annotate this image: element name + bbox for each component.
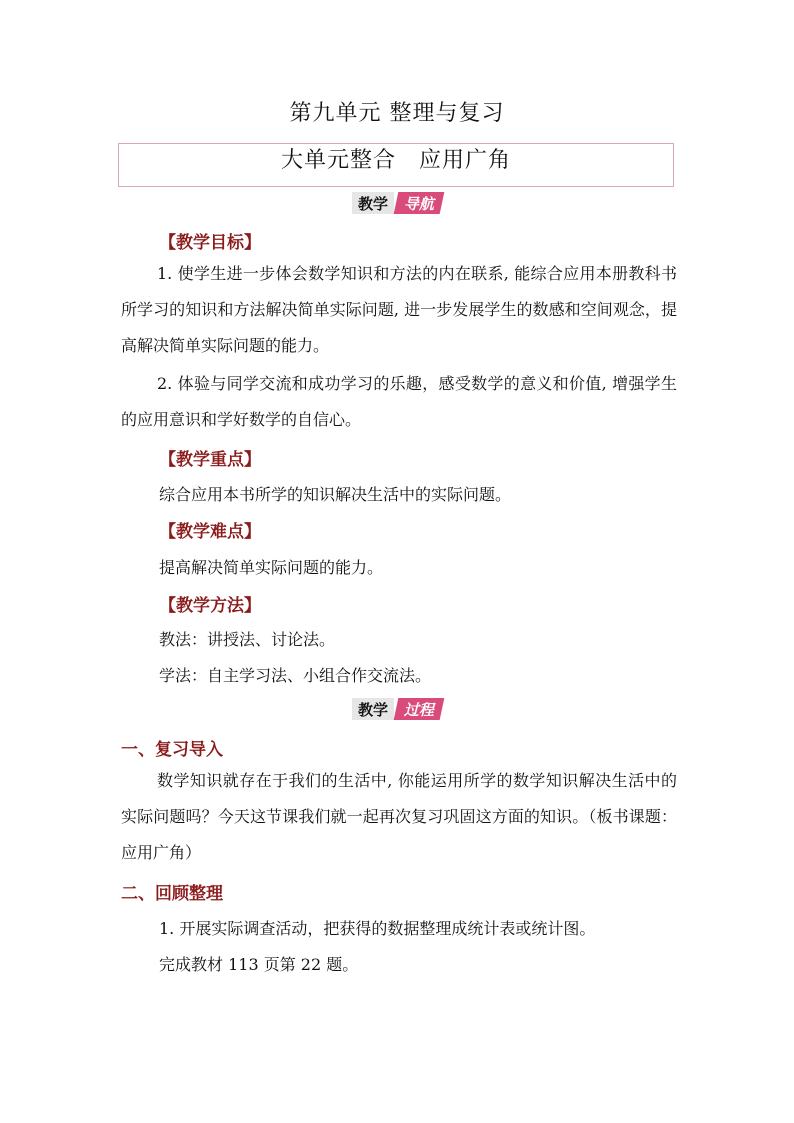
badge-right-label: 导航	[394, 192, 445, 214]
badge-teaching-process	[352, 698, 442, 720]
badge-left-label: 教学	[352, 192, 394, 214]
goal-1: 1. 使学生进一步体会数学知识和方法的内在联系, 能综合应用本册教科书所学习的知识和方法解决简单实际问题, 进一步发展学生的数感和空间观念，提高解决简单实际问题的能力。	[121, 264, 677, 355]
method-learn: 学法：自主学习法、小组合作交流法。	[159, 666, 432, 685]
part2-heading: 二、回顾整理	[121, 884, 223, 904]
badge-right-label: 过程	[394, 698, 445, 720]
difficulty-text: 提高解决简单实际问题的能力。	[159, 558, 384, 577]
badge-left-label: 教学	[352, 698, 394, 720]
part2-item1-cont: 完成教材 113 页第 22 题。	[159, 955, 359, 974]
part2-item1: 1. 开展实际调查活动，把获得的数据整理成统计表或统计图。	[159, 919, 596, 938]
lesson-title: 大单元整合 应用广角	[280, 148, 511, 173]
method-teach: 教法：讲授法、讨论法。	[159, 630, 336, 649]
goal-2: 2. 体验与同学交流和成功学习的乐趣，感受数学的意义和价值, 增强学生的应用意识和学好数学的自信心。	[121, 374, 677, 429]
difficulty-heading: 【教学难点】	[159, 522, 261, 542]
part1-text: 数学知识就存在于我们的生活中, 你能运用所学的数学知识解决生活中的实际问题吗？今天这节课我们就一起再次复习巩固这方面的知识。（板书课题：应用广角）	[121, 771, 677, 862]
key-heading: 【教学重点】	[159, 450, 261, 470]
lesson-title-box	[118, 143, 674, 187]
badge-teaching-navigation	[352, 192, 442, 214]
unit-title: 第九单元 整理与复习	[289, 101, 505, 126]
key-text: 综合应用本书所学的知识解决生活中的实际问题。	[159, 485, 512, 504]
part1-heading: 一、复习导入	[121, 740, 223, 760]
method-heading: 【教学方法】	[159, 596, 261, 616]
goals-heading: 【教学目标】	[159, 233, 261, 253]
